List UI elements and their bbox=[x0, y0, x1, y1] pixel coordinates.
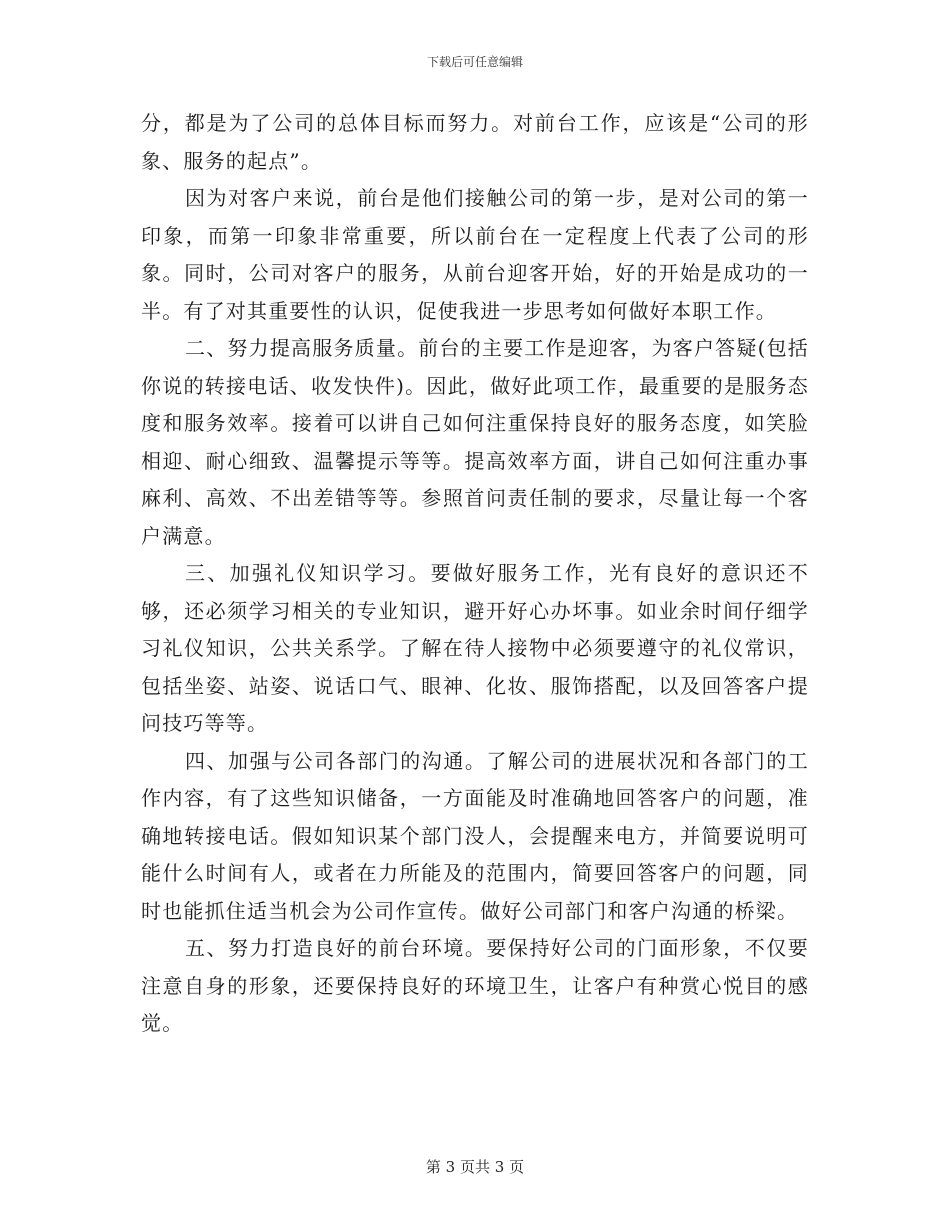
page-header-note: 下载后可任意编辑 bbox=[426, 55, 523, 69]
paragraph-continuation: 分，都是为了公司的总体目标而努力。对前台工作，应该是“公司的形象、服务的起点”。 bbox=[141, 111, 809, 173]
paragraph-service-quality: 二、努力提高服务质量。前台的主要工作是迎客，为客户答疑(包括你说的转接电话、收发快件)。因此，做好此项工作，最重要的是服务态度和服务效率。接着可以讲自己如何注重保持良好的服务态度，如笑脸相迎、耐心细致、温馨提示等等。提高效率方面，讲自己如何注重办事麻利、高效、不出差错等等。参照首问责任制的要求，尽量让每一个客户满意。 bbox=[141, 336, 809, 548]
paragraph-etiquette-study: 三、加强礼仪知识学习。要做好服务工作，光有良好的意识还不够，还必须学习相关的专业知识，避开好心办坏事。如业余时间仔细学习礼仪知识，公共关系学。了解在待人接物中必须要遵守的礼仪常识，包括坐姿、站姿、说话口气、眼神、化妆、服饰搭配，以及回答客户提问技巧等等。 bbox=[141, 561, 809, 735]
paragraph-front-desk-environment: 五、努力打造良好的前台环境。要保持好公司的门面形象，不仅要注意自身的形象，还要保持良好的环境卫生，让客户有种赏心悦目的感觉。 bbox=[141, 936, 809, 1035]
paragraph-department-communication: 四、加强与公司各部门的沟通。了解公司的进展状况和各部门的工作内容，有了这些知识储备，一方面能及时准确地回答客户的问题，准确地转接电话。假如知识某个部门没人，会提醒来电方，并简要说明可能什么时间有人，或者在力所能及的范围内，简要回答客户的问题，同时也能抓住适当机会为公司作宣传。做好公司部门和客户沟通的桥梁。 bbox=[141, 748, 809, 923]
page-number: 第 3 页共 3 页 bbox=[425, 1158, 525, 1176]
document-body bbox=[141, 105, 809, 1043]
paragraph-front-desk-importance: 因为对客户来说，前台是他们接触公司的第一步，是对公司的第一印象，而第一印象非常重要，所以前台在一定程度上代表了公司的形象。同时，公司对客户的服务，从前台迎客开始，好的开始是成功的一半。有了对其重要性的认识，促使我进一步思考如何做好本职工作。 bbox=[141, 186, 809, 323]
